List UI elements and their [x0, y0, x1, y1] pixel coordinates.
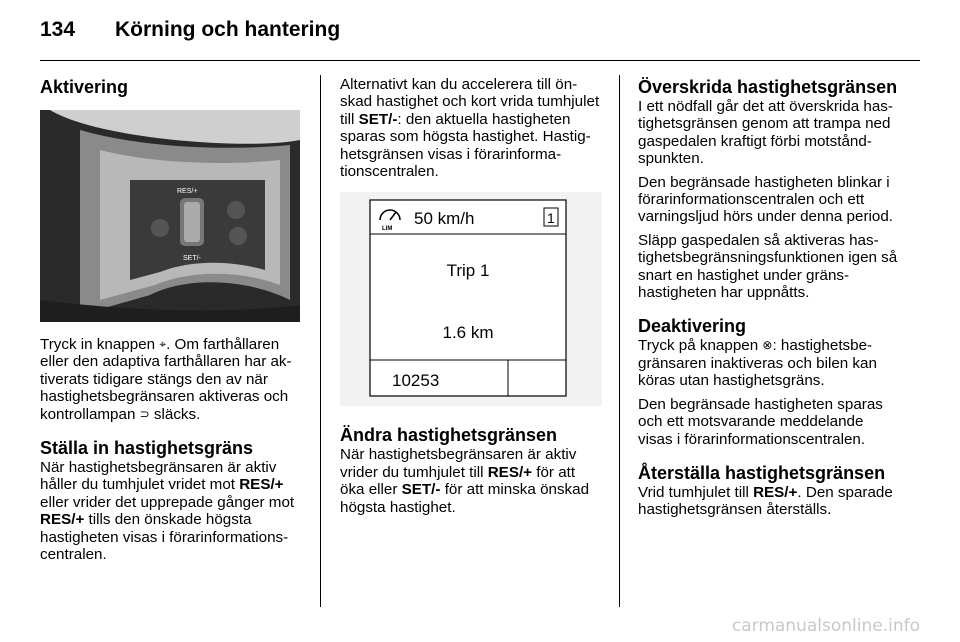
wheel-res-label: RES/+ — [177, 188, 198, 195]
display-speed: 50 km/h — [414, 209, 475, 229]
page-header — [40, 18, 340, 42]
header-rule — [40, 60, 920, 61]
page-number: 134 — [40, 18, 76, 41]
display-odometer: 10253 — [392, 371, 440, 391]
page-title: Körning och hantering — [115, 18, 341, 41]
column-divider-1 — [320, 75, 321, 607]
paragraph-deactivation-2: Den begränsade hastigheten sparas och ett motsvarande meddelande visas i förarinformationscentralen. — [638, 395, 883, 448]
display-distance: 1.6 km — [442, 323, 494, 343]
display-badge: 1 — [547, 210, 555, 227]
display-lim-label: LIM — [382, 226, 393, 233]
paragraph-restore: Vrid tumhjulet till RES/+. Den sparade hastighetsgränsen återställs. — [638, 483, 893, 519]
driver-info-display — [340, 192, 602, 406]
steering-wheel-photo — [40, 110, 300, 322]
heading-change-limit: Ändra hastighetsgränsen — [340, 425, 558, 446]
watermark: carmanualsonline.info — [731, 616, 920, 636]
column-1 — [40, 76, 302, 569]
heading-exceed-limit: Överskrida hastighetsgränsen — [638, 77, 898, 97]
heading-activation: Aktivering — [40, 77, 129, 97]
paragraph-set-limit: När hastighetsbegränsaren är aktiv håller du tumhjulet vridet mot RES/+ eller vrider det upprepade gånger mot RES/+ tills den önskade högsta hastigheten visas i förarinformationscentralen. — [40, 459, 295, 564]
heading-restore-limit: Återställa hastighetsgränsen — [638, 462, 886, 483]
paragraph-activation: Tryck in knappen ⌖. Om farthållaren eller den adaptiva farthållaren har aktiverats tidigare stängs den av när hastighetsbegränsaren aktiveras och kontrollampan ⊃ släcks. — [40, 336, 292, 423]
heading-set-limit: Ställa in hastighetsgräns — [40, 438, 254, 459]
paragraph-exceed-1: I ett nödfall går det att överskrida hastighetsgränsen genom att trampa ned gaspedalen kraftigt förbi motståndspunkten. — [638, 98, 893, 168]
paragraph-exceed-2: Den begränsade hastigheten blinkar i förarinformationscentralen och ett varningsljud hörs under denna period. — [638, 173, 893, 226]
heading-deactivation: Deaktivering — [638, 316, 747, 337]
column-3 — [638, 76, 900, 525]
column-2 — [340, 76, 602, 522]
column-divider-2 — [619, 75, 620, 607]
wheel-set-label: SET/- — [183, 255, 201, 262]
speed-limiter-icon: ⌖ — [159, 337, 167, 351]
paragraph-change-limit: När hastighetsbegränsaren är aktiv vrider du tumhjulet till RES/+ för att öka eller SET/- för att minska önskad högsta hastighet. — [340, 446, 590, 516]
paragraph-accelerate: Alternativt kan du accelerera till önskad hastighet och kort vrida tumhjulet till SET/-: den aktuella hastigheten sparas som högsta hastighet. Hastighetsgränsen visas i förarinformationscentralen. — [340, 76, 600, 181]
paragraph-exceed-3: Släpp gaspedalen så aktiveras hastighetsbegränsningsfunktionen igen så snart en hastighet under gränshastigheten har uppnåtts. — [638, 231, 898, 302]
paragraph-deactivation: Tryck på knappen ⊗: hastighetsbegränsaren inaktiveras och bilen kan köras utan hastighetsgräns. — [638, 337, 877, 390]
display-trip: Trip 1 — [446, 261, 490, 281]
cruise-control-icon: ⊃ — [139, 406, 150, 421]
cancel-limiter-icon: ⊗ — [762, 338, 773, 353]
